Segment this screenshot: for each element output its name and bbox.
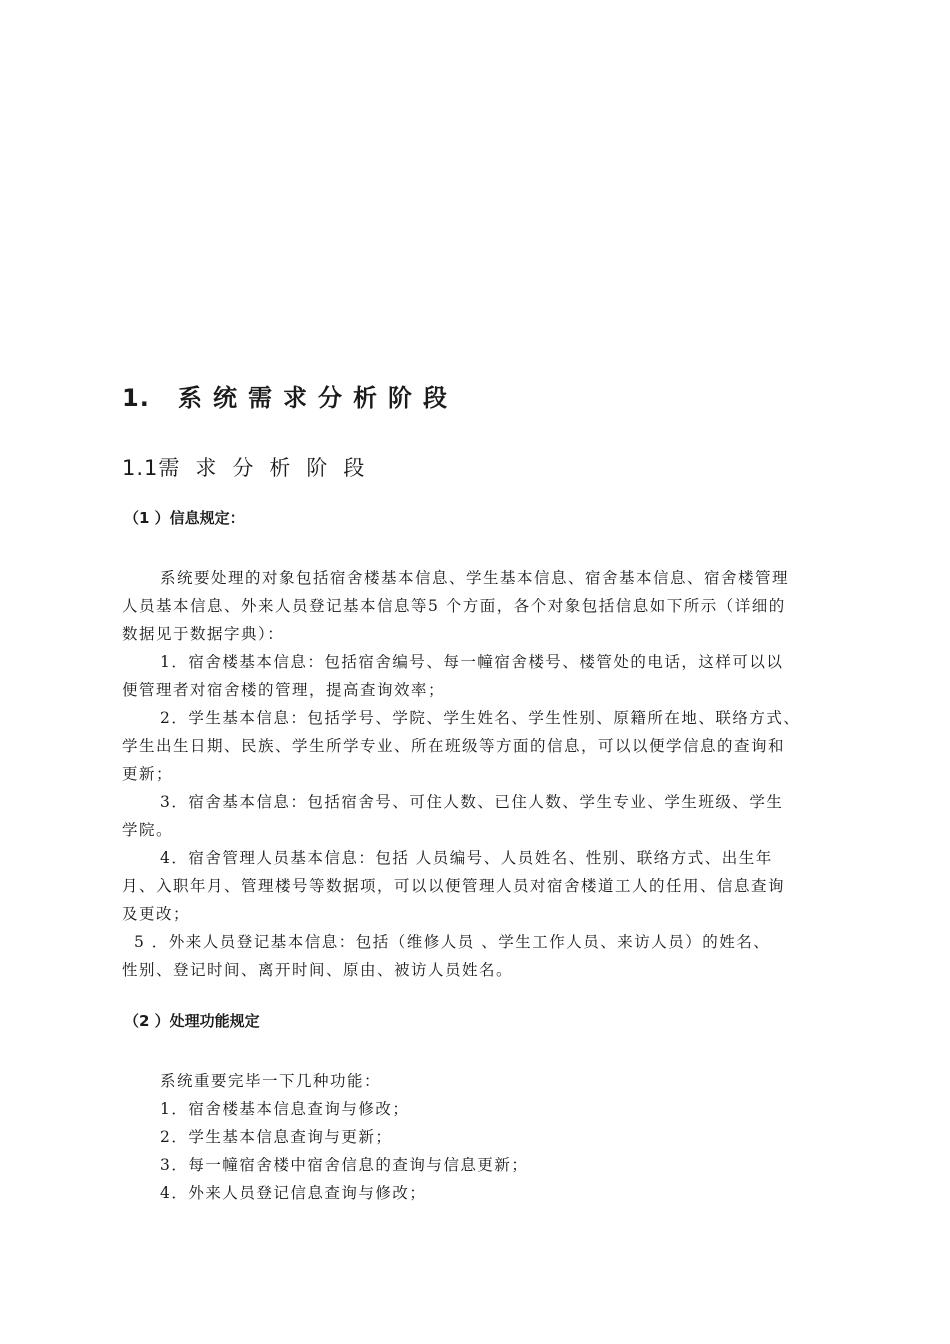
paragraph-line: 数据见于数据字典）： <box>122 625 285 643</box>
paragraph-line: 便管理者对宿舍楼的管理，提高查询效率； <box>122 681 446 699</box>
section-2-title: （2 ）处理功能规定 <box>124 1012 260 1030</box>
list-item: 3．每一幢宿舍楼中宿舍信息的查询与信息更新； <box>160 1156 529 1174</box>
paragraph-line: 系统要处理的对象包括宿舍楼基本信息、学生基本信息、宿舍基本信息、宿舍楼管理 <box>160 569 790 587</box>
paragraph-line: 系统重要完毕一下几种功能： <box>160 1072 382 1090</box>
paragraph-line: 人员基本信息、外来人员登记基本信息等5 个方面，各个对象包括信息如下所示（详细的 <box>122 597 786 615</box>
heading-2-number: 1.1 <box>122 456 159 480</box>
heading-2 <box>122 452 380 482</box>
paragraph-line: 学院。 <box>122 821 174 839</box>
list-item: 2．学生基本信息查询与更新； <box>160 1128 393 1146</box>
paragraph-line: 3．宿舍基本信息：包括宿舍号、可住人数、已住人数、学生专业、学生班级、学生 <box>160 793 784 811</box>
heading-1-number: 1. <box>122 384 150 412</box>
paragraph-line: 5 ．外来人员登记基本信息：包括（维修人员 、学生工作人员、来访人员）的姓名、 <box>134 933 771 951</box>
paragraph-line: 性别、登记时间、离开时间、原由、被访人员姓名。 <box>122 961 514 979</box>
paragraph-line: 月、入职年月、管理楼号等数据项，可以以便管理人员对宿舍楼道工人的任用、信息查询 <box>122 877 786 895</box>
paragraph-line: 及更改； <box>122 905 191 923</box>
heading-2-text: 需求分析阶段 <box>158 456 381 480</box>
paragraph-line: 2．学生基本信息：包括学号、学院、学生姓名、学生性别、原籍所在地、联络方式、 <box>160 709 801 727</box>
list-item: 1．宿舍楼基本信息查询与修改； <box>160 1100 410 1118</box>
heading-1 <box>122 378 458 413</box>
list-item: 4．外来人员登记信息查询与修改； <box>160 1184 427 1202</box>
heading-1-text: 系统需求分析阶段 <box>178 384 458 412</box>
paragraph-line: 更新； <box>122 765 174 783</box>
section-1-title: （1 ）信息规定： <box>124 509 245 527</box>
paragraph-line: 学生出生日期、民族、学生所学专业、所在班级等方面的信息，可以以便学信息的查询和 <box>122 737 786 755</box>
paragraph-line: 4．宿舍管理人员基本信息：包括 人员编号、人员姓名、性别、联络方式、出生年 <box>160 849 773 867</box>
paragraph-line: 1．宿舍楼基本信息：包括宿舍编号、每一幢宿舍楼号、楼管处的电话，这样可以以 <box>160 653 784 671</box>
